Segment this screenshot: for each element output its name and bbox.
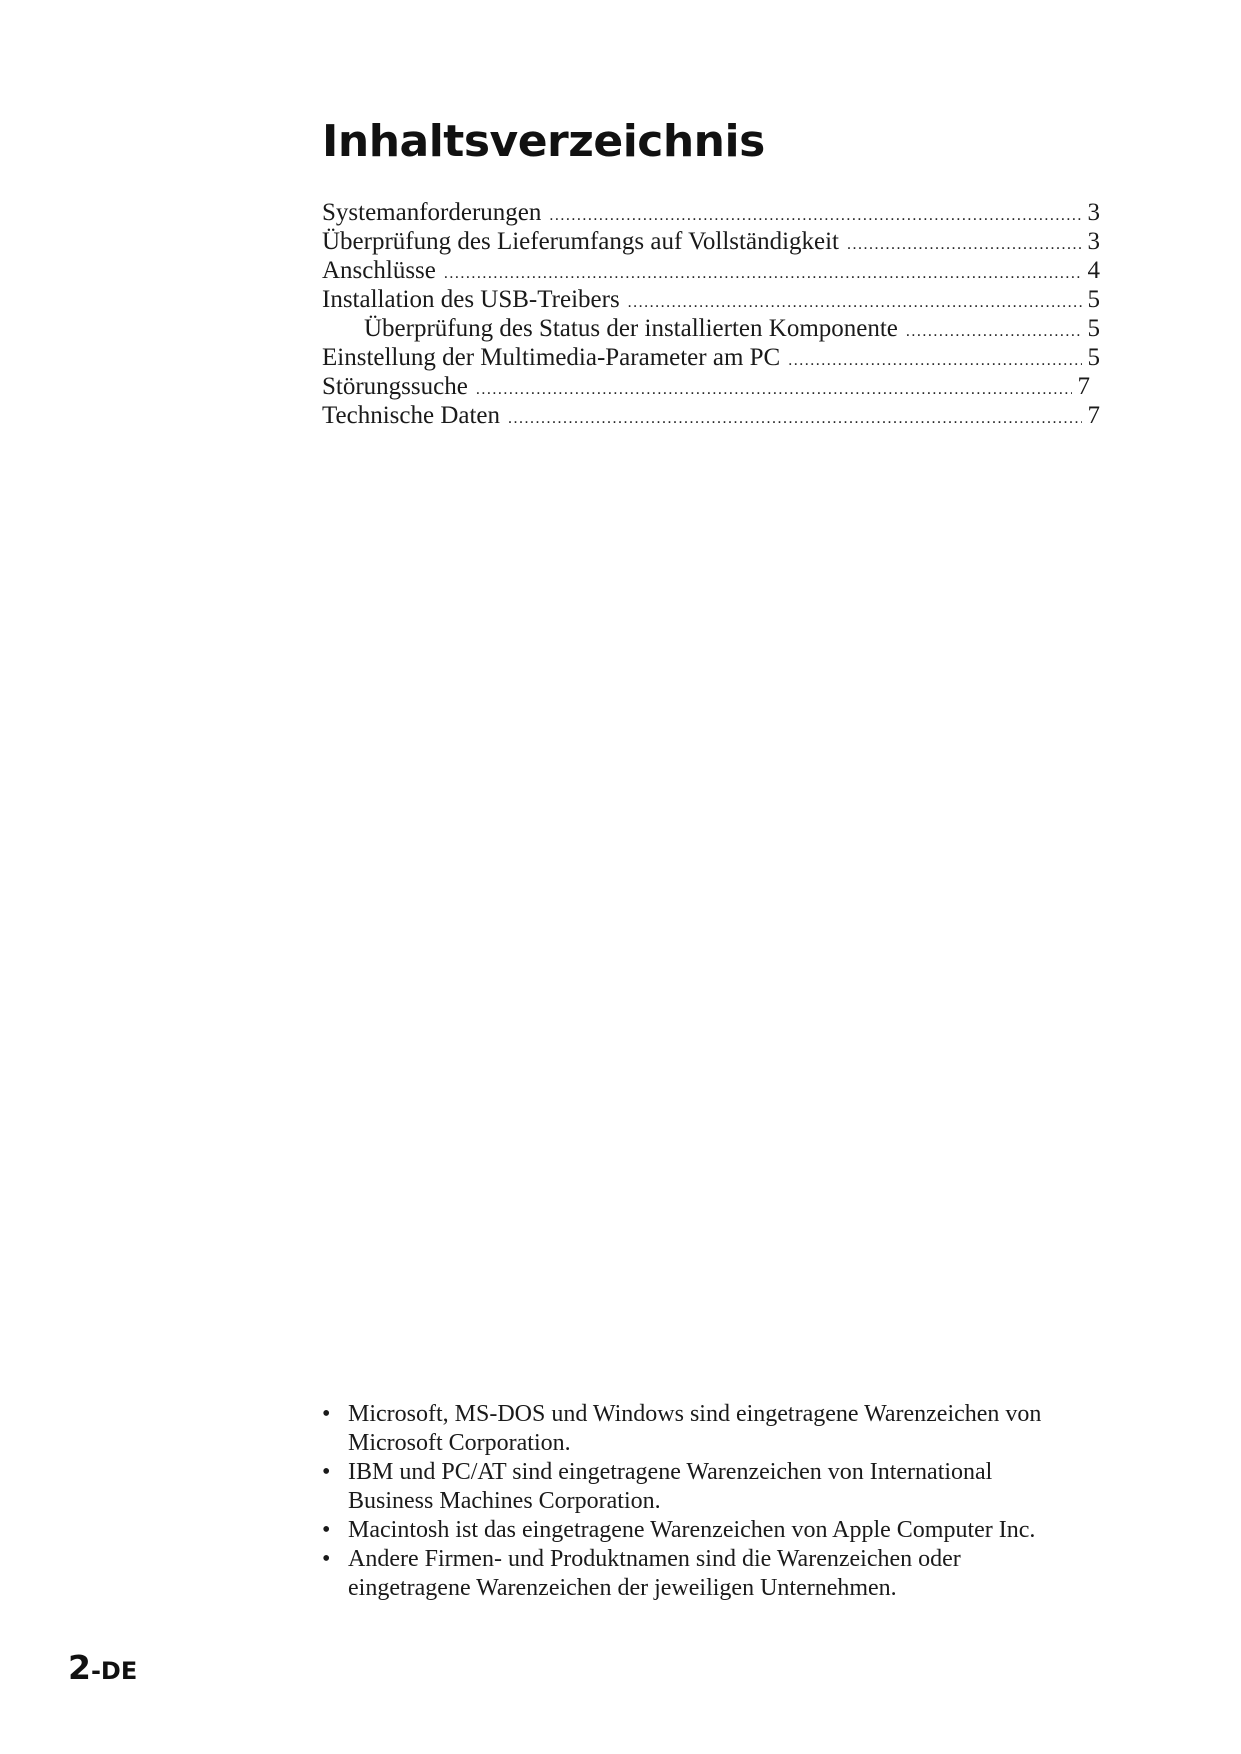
toc-entry-label: Einstellung der Multimedia-Parameter am PC: [322, 344, 781, 371]
note-text: Macintosh ist das eingetragene Warenzeichen von Apple Computer Inc.: [348, 1517, 1036, 1543]
note-text: Microsoft, MS-DOS und Windows sind eingetragene Warenzeichen von Microsoft Corporation.: [348, 1401, 1042, 1456]
toc-entry-usb-treiber[interactable]: [322, 285, 1100, 314]
toc-entry-status-komponente[interactable]: [322, 314, 1100, 343]
bullet-icon: •: [322, 1517, 331, 1543]
toc-entry-anschluesse[interactable]: [322, 256, 1100, 285]
toc-entry-multimedia-parameter[interactable]: [322, 343, 1100, 372]
toc-entry-page: 4: [1087, 257, 1100, 284]
toc-entry-page: 5: [1087, 286, 1100, 313]
toc-entry-label: Störungssuche: [322, 373, 468, 400]
toc-dot-leader: [788, 346, 1081, 375]
toc-dot-leader: [444, 259, 1082, 288]
toc-entry-systemanforderungen[interactable]: [322, 198, 1100, 227]
table-of-contents: [322, 198, 1100, 430]
trademark-notes: [322, 1400, 1082, 1603]
toc-dot-leader: [847, 230, 1081, 259]
toc-dot-leader: [549, 201, 1081, 230]
trademark-note: [322, 1545, 1082, 1603]
toc-entry-label: Installation des USB-Treibers: [322, 286, 620, 313]
toc-entry-stoerungssuche[interactable]: [322, 372, 1090, 401]
toc-entry-page: 7: [1087, 402, 1100, 429]
trademark-note: [322, 1516, 1082, 1545]
note-text: IBM und PC/AT sind eingetragene Warenzeichen von International Business Machines Corporation.: [348, 1459, 993, 1514]
toc-entry-label: Anschlüsse: [322, 257, 436, 284]
note-text: Andere Firmen- und Produktnamen sind die Warenzeichen oder eingetragene Warenzeichen der jeweiligen Unternehmen.: [348, 1546, 961, 1601]
toc-dot-leader: [476, 375, 1072, 404]
toc-entry-page: 7: [1077, 373, 1090, 400]
page-number: [68, 1648, 137, 1687]
toc-entry-technische-daten[interactable]: [322, 401, 1100, 430]
bullet-icon: •: [322, 1459, 331, 1485]
toc-entry-page: 5: [1087, 344, 1100, 371]
toc-entry-label: Überprüfung des Lieferumfangs auf Vollständigkeit: [322, 228, 840, 255]
toc-entry-label: Technische Daten: [322, 402, 501, 429]
toc-entry-label: Überprüfung des Status der installierten Komponente: [364, 315, 898, 342]
trademark-note: [322, 1458, 1082, 1516]
bullet-icon: •: [322, 1401, 331, 1427]
page-language-suffix: -DE: [90, 1657, 138, 1685]
bullet-icon: •: [322, 1546, 331, 1572]
page-number-value: 2: [68, 1648, 91, 1687]
toc-entry-page: 3: [1087, 199, 1100, 226]
toc-entry-lieferumfang[interactable]: [322, 227, 1100, 256]
page-title: Inhaltsverzeichnis: [322, 116, 765, 167]
toc-dot-leader: [508, 404, 1081, 433]
toc-entry-label: Systemanforderungen: [322, 199, 542, 226]
toc-entry-page: 5: [1087, 315, 1100, 342]
toc-dot-leader: [906, 317, 1082, 346]
trademark-note: [322, 1400, 1082, 1458]
toc-dot-leader: [628, 288, 1082, 317]
toc-entry-page: 3: [1087, 228, 1100, 255]
